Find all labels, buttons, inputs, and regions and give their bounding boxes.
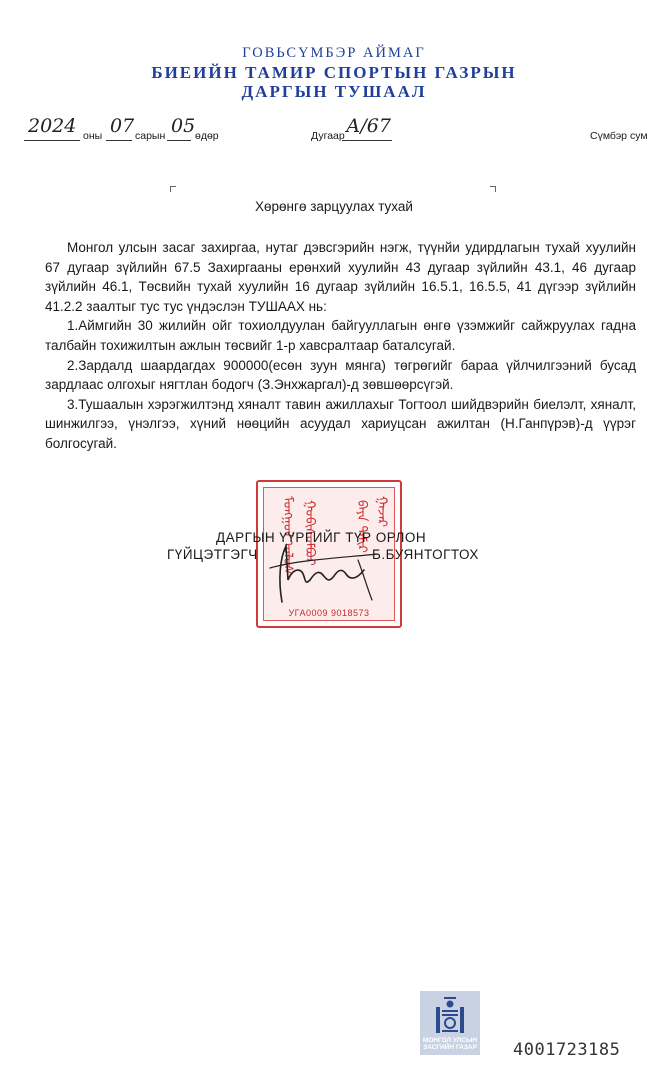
department-name: БИЕИЙН ТАМИР СПОРТЫН ГАЗРЫН [151, 63, 517, 82]
stamp-script-mid-right: ᠪᠡᠶᠡ ᠲᠠᠮᠢᠷ [354, 500, 369, 553]
form-serial-number: 4001723185 [513, 1040, 621, 1060]
year-underline [24, 140, 80, 141]
day-underline [167, 140, 191, 141]
order-body [45, 238, 636, 454]
corner-mark-right [490, 186, 496, 192]
order-subject: Хөрөнгө зарцуулах тухай [255, 199, 413, 214]
number-underline [342, 140, 392, 141]
date-month: 07 [110, 115, 135, 137]
date-year: 2024 [28, 115, 77, 137]
document-number: А/67 [346, 115, 391, 137]
stamp-script-left: ᠮᠣᠩᠭᠣᠯ ᠤᠯᠤᠰ [280, 496, 295, 576]
stamp-script-mid-left: ᠭᠣᠪᠢᠰᠦᠮᠪᠦᠷ [302, 500, 317, 566]
place-name: Сүмбэр сум [590, 130, 648, 142]
month-underline [106, 140, 132, 141]
day-label: өдөр [195, 130, 219, 142]
signatory-title-line2: ГҮЙЦЭТГЭГЧ [167, 547, 258, 562]
date-day: 05 [171, 115, 196, 137]
government-emblem [420, 991, 480, 1055]
clause-2: 2.Зардалд шаардагдах 900000(есөн зуун мянга) төгрөгийг бараа үйлчилгээний бусад зардлаас олгохыг нягтлан бодогч (З.Энхжаргал)-д зөвшөөрсүгэй. [45, 357, 636, 393]
corner-mark-left [170, 186, 176, 192]
year-label: оны [83, 130, 103, 142]
clause-3: 3.Тушаалын хэрэгжилтэнд хяналт тавин ажиллахыг Тогтоол шийдвэрийн биелэлт, хяналт, шинжилгээ, үнэлгээ, хүний нөөцийн асуудал хариуцсан ажилтан (Н.Ганпүрэв)-д үүрэг болгосугай. [45, 396, 636, 451]
date-number-row [22, 115, 662, 143]
month-label: сарын [135, 130, 166, 142]
document-title: ДАРГЫН ТУШААЛ [241, 82, 427, 101]
soyombo-icon [420, 993, 480, 1037]
stamp-script-right: ᠭᠠᠵᠠᠷ [374, 496, 389, 528]
number-label: Дугаар [311, 130, 345, 142]
signatory-title-line1: ДАРГЫН ҮҮРГИЙГ ТҮР ОРЛОН [216, 530, 427, 545]
preamble-paragraph: Монгол улсын засаг захиргаа, нутаг дэвсгэрийн нэгж, түүнйи удирдлагын тухай хуулийн 67 дугаар зүйлийн 67.5 Захиргааны ерөнхий хуулийн 43 дугаар зүйлийн 43.1, 46 дугаар зүйлийн 46.1, Төсвийн тухай хуулийн 16 дугаар зүйлийн 16.5.1, 16.5.5, 41 дүгээр зүйлийн 41.2.2 заалтыг тус тус үндэслэн ТУШААХ нь: [45, 240, 636, 314]
clause-1: 1.Аймгийн 30 жилийн ойг тохиолдуулан байгууллагын өнгө үзэмжийг сайжруулах гадна талбайн тохижилтын ажлын төсвийг 1-р хавсралтаар баталсугай. [45, 318, 636, 353]
signatory-name: Б.БУЯНТОГТОХ [372, 547, 479, 562]
emblem-caption-2: ЗАСГИЙН ГАЗАР [423, 1044, 477, 1051]
org-name: ГОВЬСҮМБЭР АЙМАГ [242, 45, 426, 61]
handwritten-signature [268, 540, 388, 610]
stamp-serial: УГА0009 9018573 [288, 608, 370, 618]
emblem-caption-1: МОНГОЛ УЛСЫН [422, 1037, 478, 1044]
